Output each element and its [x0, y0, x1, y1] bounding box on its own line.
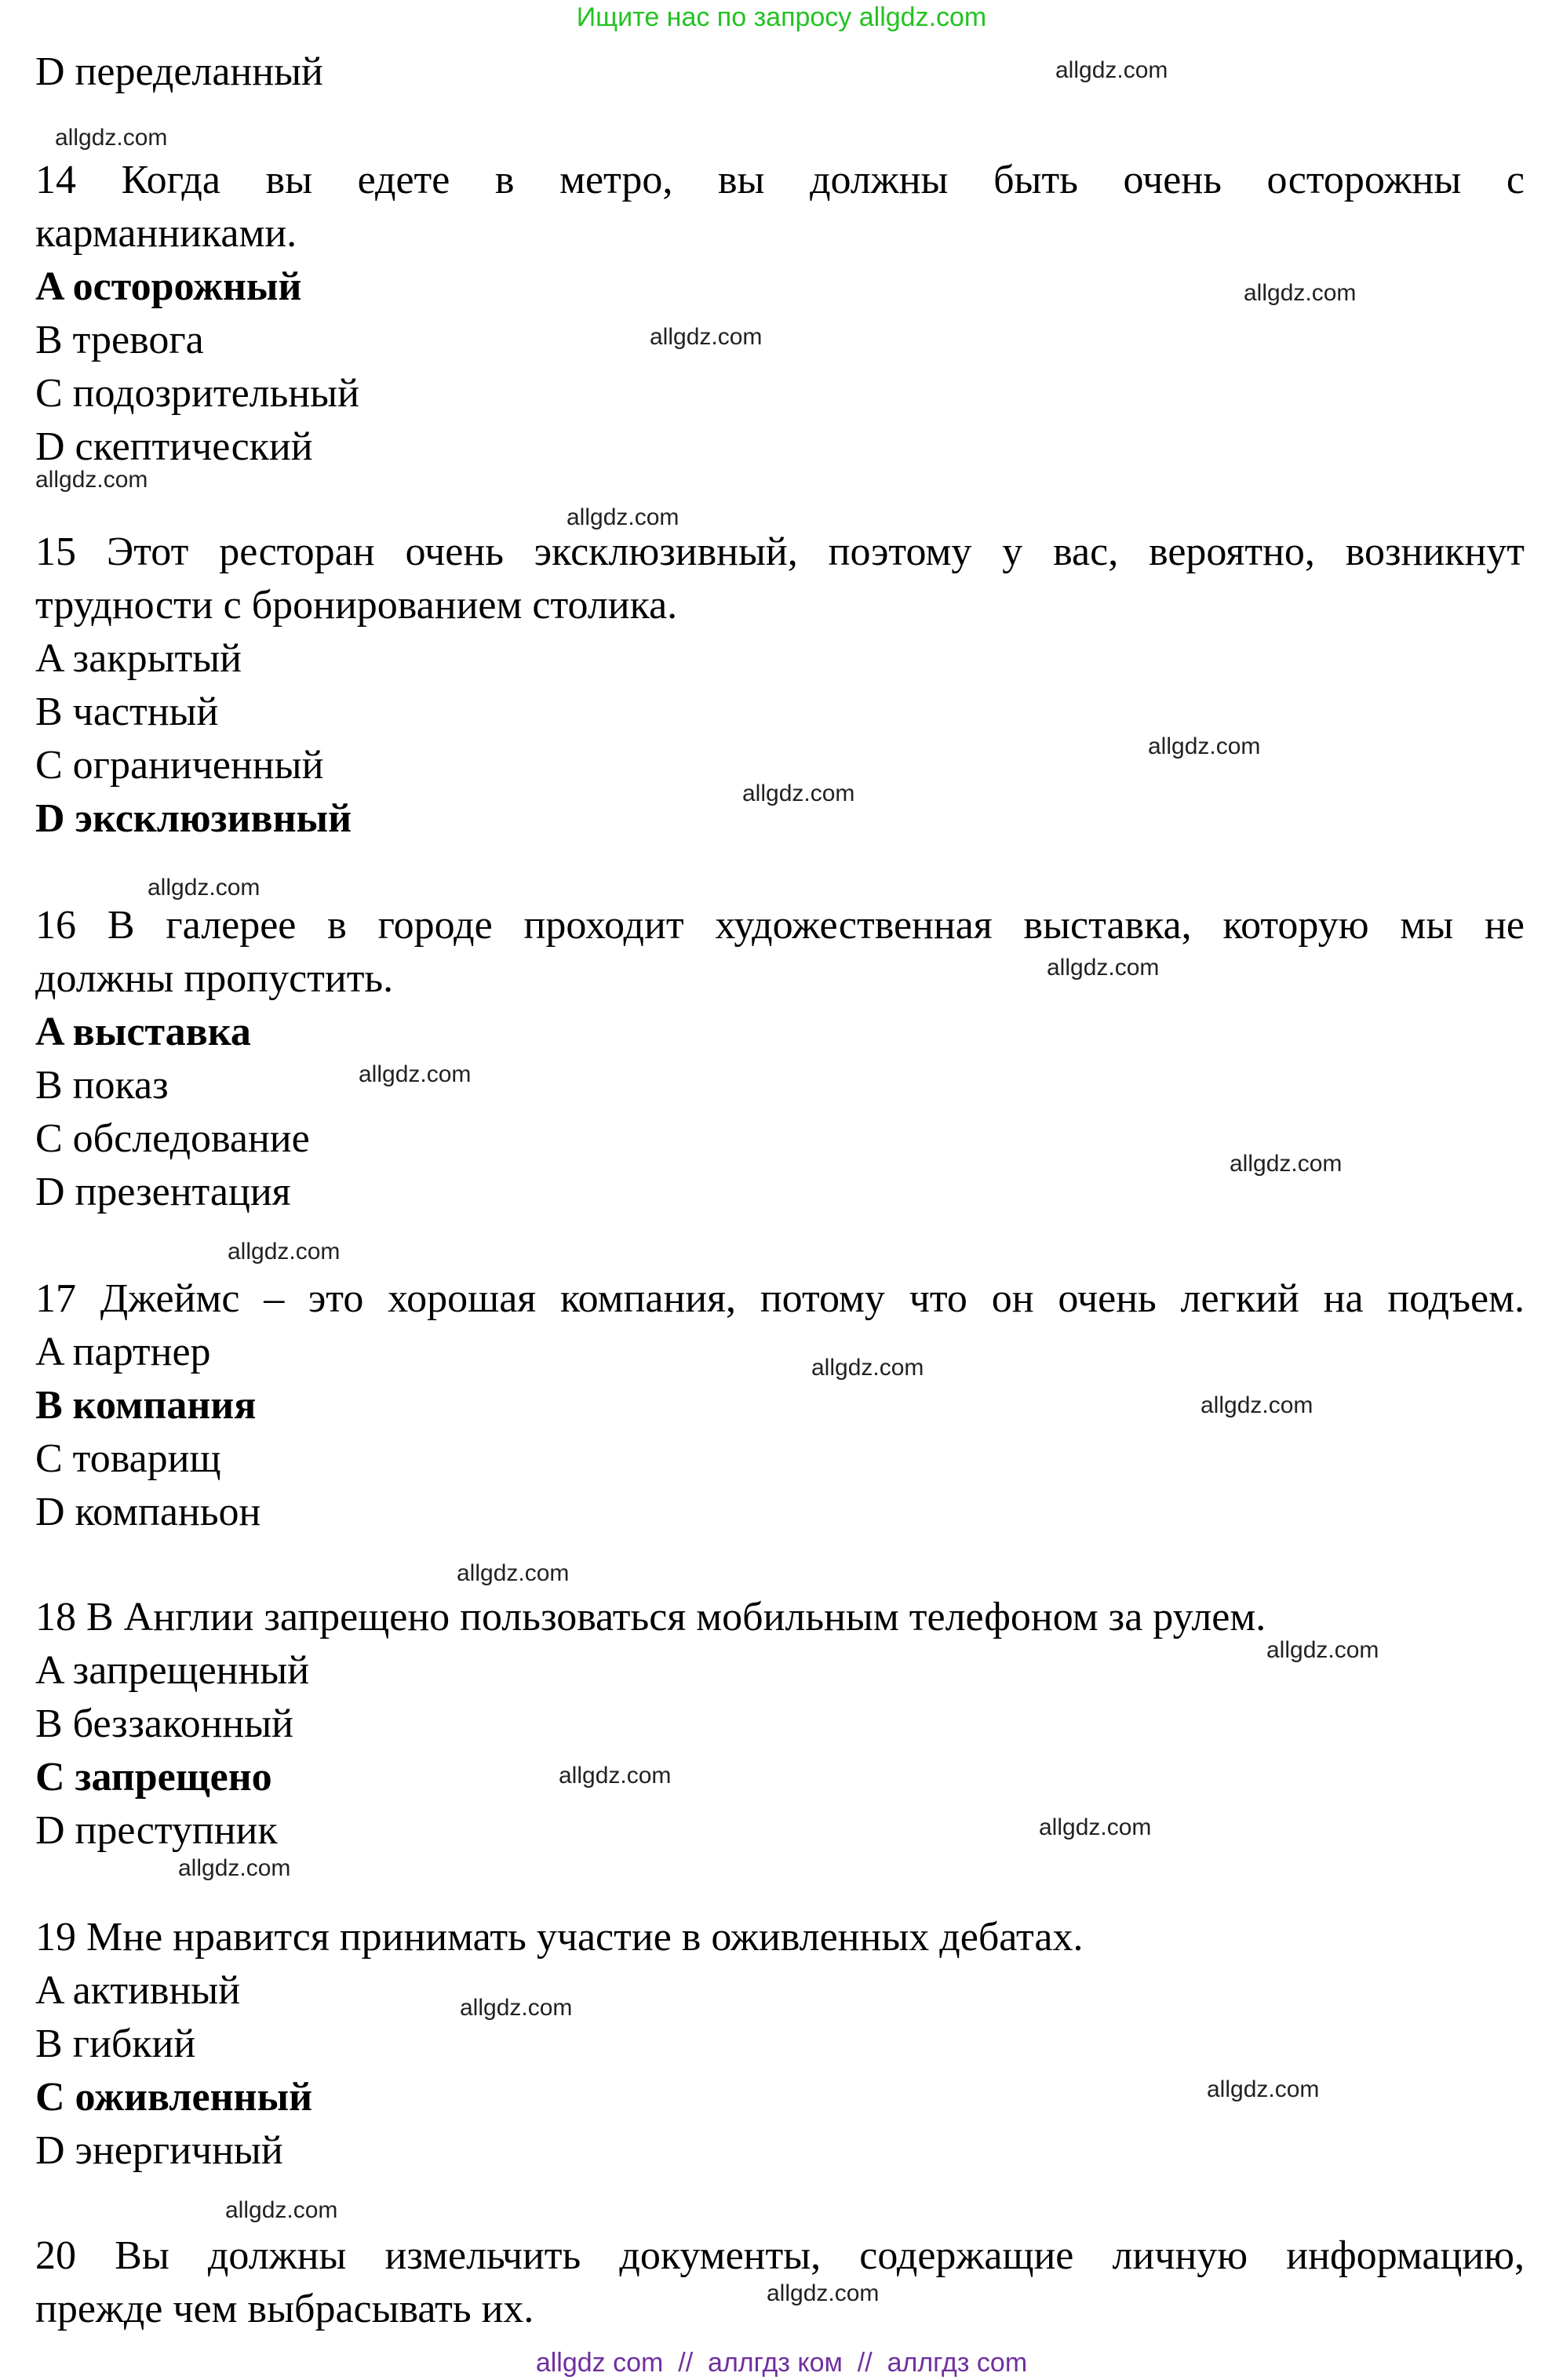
question-18-text: 18 В Англии запрещено пользоваться мобильным телефоном за рулем.: [35, 1595, 1266, 1639]
answer-option: D переделанный: [35, 49, 323, 94]
watermark: allgdz.com: [1055, 57, 1168, 83]
question-19-text: 19 Мне нравится принимать участие в оживленных дебатах.: [35, 1915, 1084, 1960]
watermark: allgdz.com: [225, 2197, 338, 2223]
answer-option: A закрытый: [35, 636, 242, 681]
answer-option: A партнер: [35, 1330, 211, 1374]
watermark: allgdz.com: [767, 2280, 880, 2306]
question-20-text: 20 Вы должны измельчить документы, содержащие личную информацию,: [35, 2233, 1525, 2278]
answer-option-correct: A выставка: [35, 1010, 251, 1054]
answer-option-correct: C оживленный: [35, 2075, 313, 2120]
question-14-text: 14 Когда вы едете в метро, вы должны быть очень осторожны с: [35, 158, 1525, 202]
watermark: allgdz.com: [559, 1763, 672, 1789]
question-16-text-cont: должны пропустить.: [35, 956, 394, 1001]
answer-option: A активный: [35, 1968, 241, 2013]
question-14-text-cont: карманниками.: [35, 211, 297, 256]
answer-option: D презентация: [35, 1170, 291, 1214]
watermark: allgdz.com: [1148, 733, 1261, 759]
watermark: allgdz.com: [567, 504, 679, 530]
answer-option-correct: A осторожный: [35, 264, 302, 309]
question-16-text: 16 В галерее в городе проходит художественная выставка, которую мы не: [35, 903, 1525, 948]
answer-option: C товарищ: [35, 1436, 221, 1481]
answer-option: B тревога: [35, 318, 204, 362]
watermark: allgdz.com: [1039, 1814, 1152, 1840]
answer-option: D энергичный: [35, 2128, 283, 2173]
watermark: allgdz.com: [148, 875, 260, 901]
watermark: allgdz.com: [1230, 1151, 1343, 1177]
question-15-text-cont: трудности с бронированием столика.: [35, 583, 678, 628]
answer-option: B показ: [35, 1063, 169, 1108]
watermark: allgdz.com: [1047, 955, 1160, 981]
answer-option: C обследование: [35, 1116, 310, 1161]
watermark: allgdz.com: [1244, 280, 1357, 306]
watermark: allgdz.com: [55, 125, 168, 151]
answer-option: B беззаконный: [35, 1701, 294, 1746]
watermark: allgdz.com: [811, 1355, 924, 1381]
answer-option-correct: B компания: [35, 1383, 257, 1428]
watermark: allgdz.com: [650, 324, 763, 350]
watermark: allgdz.com: [1266, 1637, 1379, 1663]
watermark: allgdz.com: [742, 781, 855, 806]
watermark: allgdz.com: [457, 1560, 570, 1586]
question-15-text: 15 Этот ресторан очень эксклюзивный, поэтому у вас, вероятно, возникнут: [35, 529, 1525, 574]
footer-links[interactable]: allgdz com // аллгдз ком // аллгдз com: [535, 2348, 1028, 2378]
answer-option: B гибкий: [35, 2022, 196, 2066]
answer-option-correct: C запрещено: [35, 1755, 272, 1800]
answer-option: B частный: [35, 690, 219, 734]
watermark: allgdz.com: [228, 1239, 341, 1265]
watermark: allgdz.com: [359, 1061, 472, 1087]
answer-option: C ограниченный: [35, 743, 324, 788]
watermark: allgdz.com: [1200, 1392, 1313, 1418]
watermark: allgdz.com: [460, 1995, 573, 2021]
question-17-text: 17 Джеймс – это хорошая компания, потому что он очень легкий на подъем.: [35, 1276, 1525, 1321]
watermark: allgdz.com: [178, 1855, 291, 1881]
watermark: allgdz.com: [35, 467, 148, 493]
question-20-text-cont: прежде чем выбрасывать их.: [35, 2287, 534, 2331]
answer-option: D преступник: [35, 1808, 278, 1853]
answer-option: D компаньон: [35, 1490, 261, 1534]
header-search-link[interactable]: Ищите нас по запросу allgdz.com: [576, 2, 987, 32]
answer-option: D скептический: [35, 424, 313, 469]
answer-option: C подозрительный: [35, 371, 359, 416]
answer-option: A запрещенный: [35, 1648, 310, 1693]
answer-option-correct: D эксклюзивный: [35, 796, 352, 841]
watermark: allgdz.com: [1207, 2076, 1320, 2102]
